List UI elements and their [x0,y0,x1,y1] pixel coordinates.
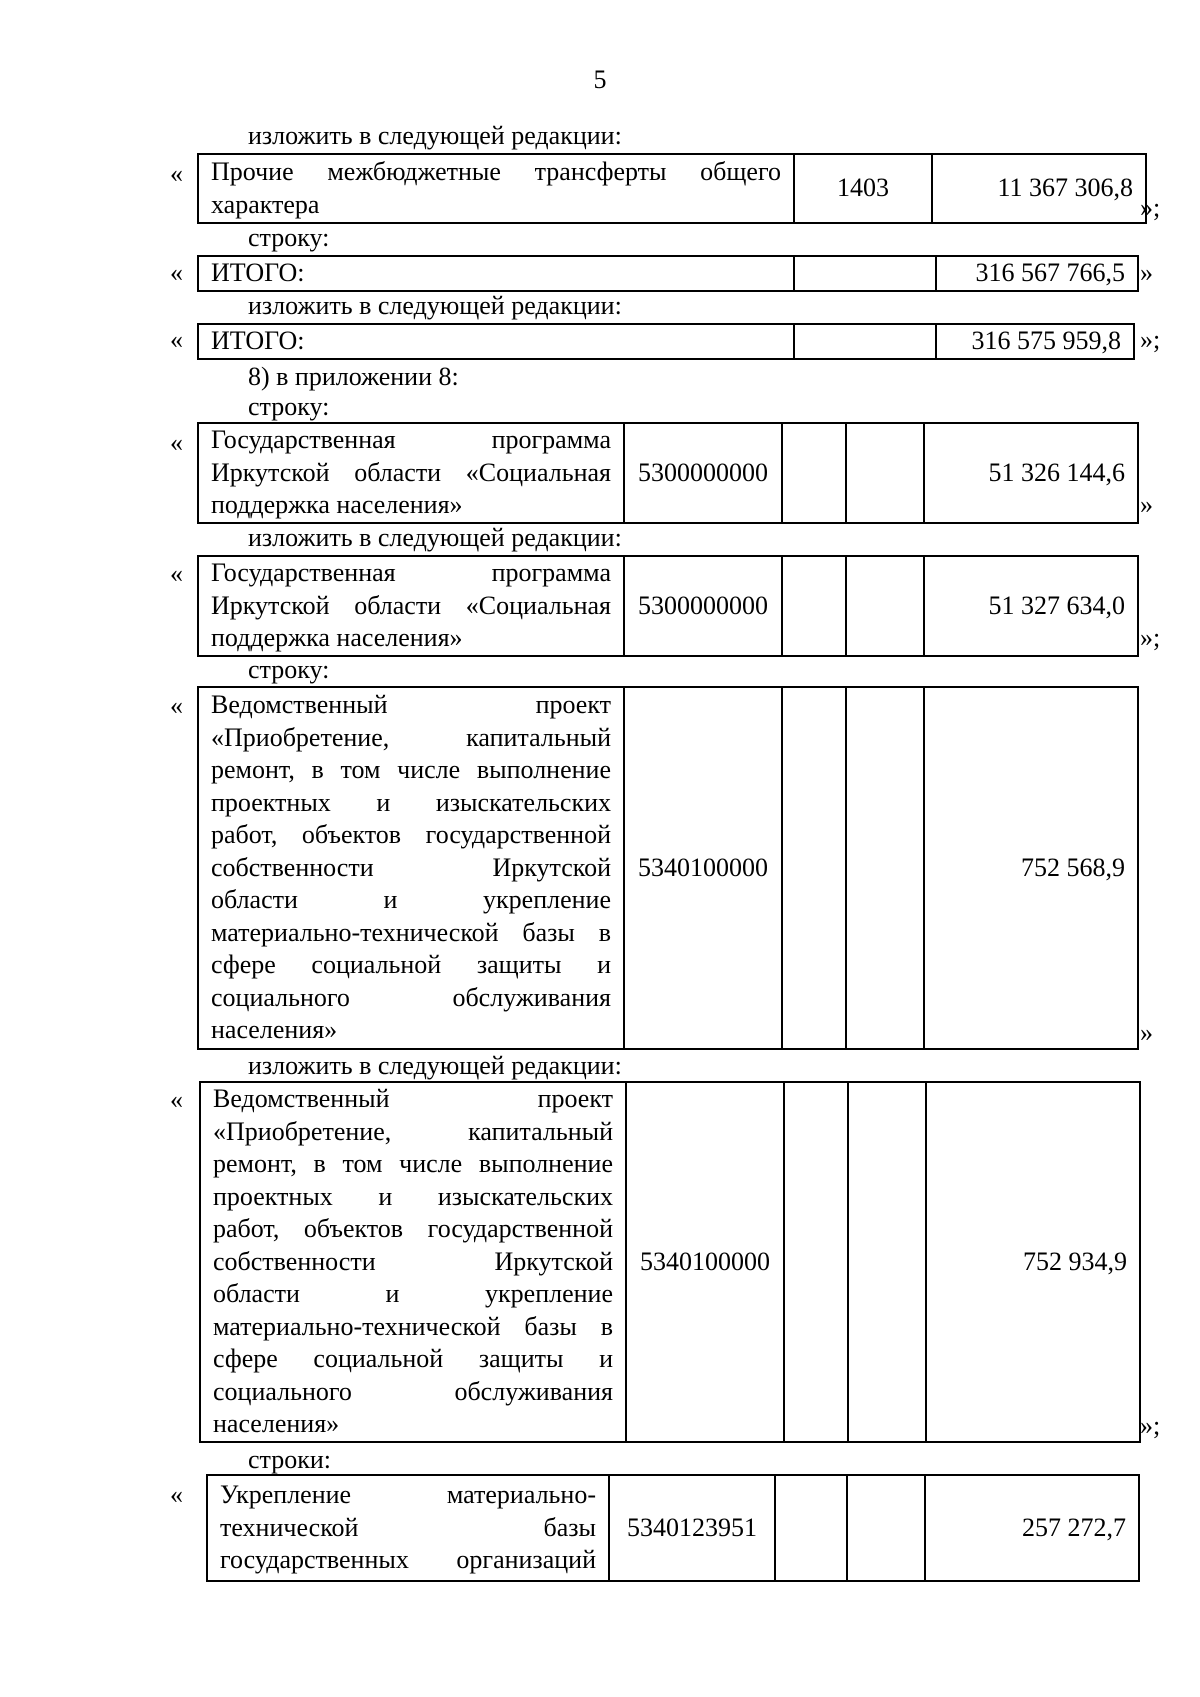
row-code: 5340100000 [624,687,782,1049]
budget-table [197,555,1139,657]
block-label: изложить в следующей редакции: [248,121,622,150]
empty-cell [848,1082,926,1442]
row-amount: 316 575 959,8 [936,324,1134,359]
opening-quote: « [170,159,183,188]
row-amount: 11 367 306,8 [932,154,1146,223]
row-amount: 752 568,9 [924,687,1138,1049]
row-amount: 316 567 766,5 [936,256,1138,291]
row-name: ИТОГО: [198,324,794,359]
row-code [794,256,936,291]
block-label: строку: [248,655,330,684]
row-code: 5340123951 [609,1475,775,1581]
row-name: ИТОГО: [198,256,794,291]
closing-quote: »; [1140,623,1161,652]
row-name: Укрепление материально- технической базы государственных организаций [207,1475,609,1581]
closing-quote: »; [1140,1411,1161,1440]
row-name: Ведомственный проект «Приобретение, капитальный ремонт, в том числе выполнение проектных и изыскательских работ, объектов государственной собственности Иркутской области и укрепление материально-технической базы в сфере социальной защиты и социального обслуживания населения» [198,687,624,1049]
budget-table [197,422,1139,524]
budget-table [197,323,1135,360]
empty-cell [846,556,924,656]
opening-quote: « [170,1480,183,1509]
block-label: строку: [248,392,330,421]
block-label: изложить в следующей редакции: [248,523,622,552]
closing-quote: »; [1140,193,1161,222]
row-amount: 51 327 634,0 [924,556,1138,656]
row-code [794,324,936,359]
empty-cell [782,687,846,1049]
block-label: строку: [248,223,330,252]
row-amount: 51 326 144,6 [924,423,1138,523]
empty-cell [847,1475,925,1581]
opening-quote: « [170,428,183,457]
closing-quote: »; [1140,325,1161,354]
closing-quote: » [1140,1018,1153,1047]
budget-table [206,1474,1140,1582]
row-amount: 752 934,9 [926,1082,1140,1442]
empty-cell [782,556,846,656]
opening-quote: « [170,258,183,287]
block-label: изложить в следующей редакции: [248,291,622,320]
budget-table [197,686,1139,1050]
row-amount: 257 272,7 [925,1475,1139,1581]
budget-table [197,153,1147,224]
budget-table [199,1081,1141,1443]
page-number: 5 [593,65,607,94]
row-name: Прочие межбюджетные трансферты общего характера [198,154,794,223]
block-label: изложить в следующей редакции: [248,1051,622,1080]
block-label: 8) в приложении 8: [248,362,459,391]
block-label: строки: [248,1445,331,1474]
empty-cell [846,423,924,523]
closing-quote: » [1140,490,1153,519]
opening-quote: « [170,691,183,720]
row-code: 5340100000 [626,1082,784,1442]
opening-quote: « [170,559,183,588]
opening-quote: « [170,1085,183,1114]
row-code: 5300000000 [624,423,782,523]
row-code: 1403 [794,154,932,223]
opening-quote: « [170,325,183,354]
row-name: Государственная программа Иркутской области «Социальная поддержка населения» [198,556,624,656]
empty-cell [784,1082,848,1442]
row-name: Ведомственный проект «Приобретение, капитальный ремонт, в том числе выполнение проектных и изыскательских работ, объектов государственной собственности Иркутской области и укрепление материально-технической базы в сфере социальной защиты и социального обслуживания населения» [200,1082,626,1442]
budget-table [197,255,1139,292]
closing-quote: » [1140,258,1153,287]
row-name: Государственная программа Иркутской области «Социальная поддержка населения» [198,423,624,523]
empty-cell [782,423,846,523]
row-code: 5300000000 [624,556,782,656]
empty-cell [775,1475,847,1581]
empty-cell [846,687,924,1049]
